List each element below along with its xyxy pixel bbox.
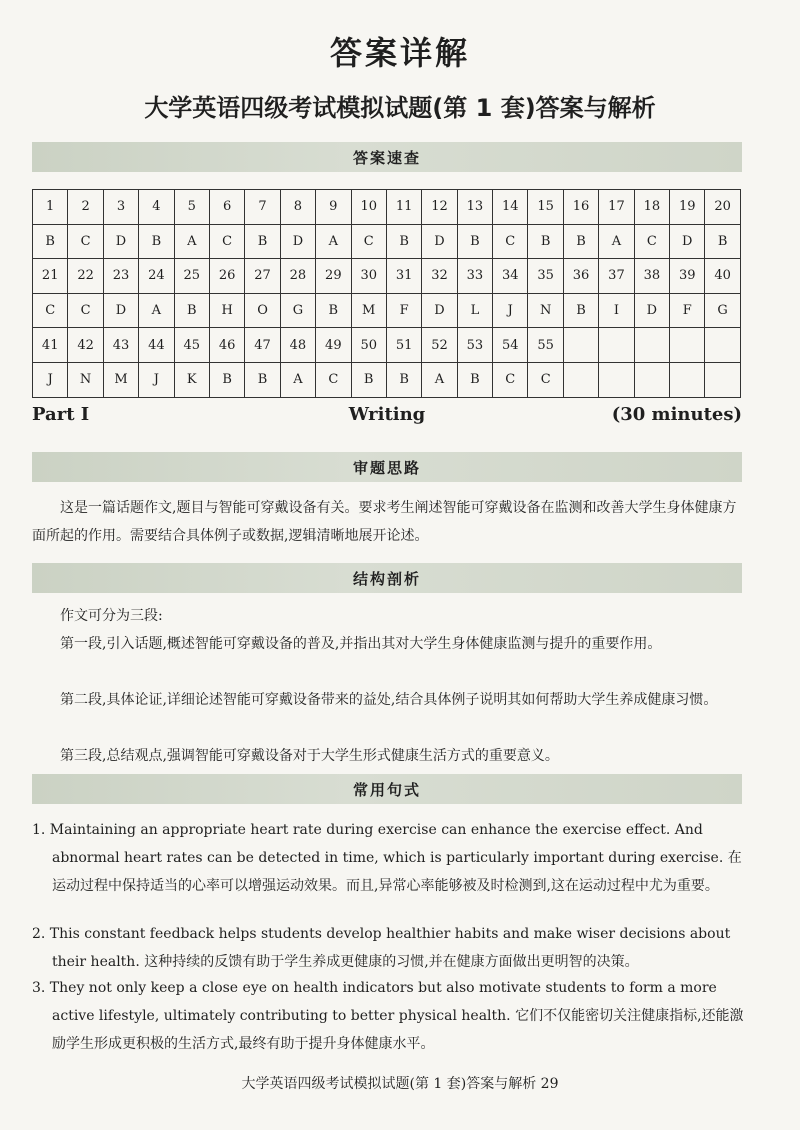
question-number-cell: 16: [563, 190, 598, 225]
page-title: 答案详解: [329, 34, 470, 72]
question-number-cell: 1: [33, 190, 68, 225]
answer-cell: C: [209, 224, 244, 259]
answer-cell: N: [68, 362, 103, 397]
question-number-cell: 17: [599, 190, 634, 225]
answer-key-table: [32, 189, 741, 398]
answer-cell: B: [316, 293, 351, 328]
question-number-cell: 39: [670, 259, 705, 294]
answer-cell: B: [33, 224, 68, 259]
answer-key-heading: 答案速查: [32, 142, 742, 172]
answer-cell: A: [422, 362, 457, 397]
sentences-heading: 常用句式: [32, 774, 742, 804]
answer-cell: J: [139, 362, 174, 397]
question-number-cell: 50: [351, 328, 386, 363]
structure-paragraph-3: 第三段,总结观点,强调智能可穿戴设备对于大学生形式健康生活方式的重要意义。: [60, 748, 559, 764]
question-number-cell: 27: [245, 259, 280, 294]
question-number-cell: 10: [351, 190, 386, 225]
answer-cell: A: [599, 224, 634, 259]
question-number-cell: 32: [422, 259, 457, 294]
answer-cell: [705, 362, 740, 397]
answer-cell: J: [33, 362, 68, 397]
question-number-cell: 48: [280, 328, 315, 363]
question-number-row: [33, 328, 741, 363]
question-number-cell: 11: [386, 190, 421, 225]
question-number-cell: 3: [103, 190, 138, 225]
question-number-cell: 15: [528, 190, 563, 225]
answer-cell: [599, 362, 634, 397]
answer-cell: C: [68, 293, 103, 328]
sentence-item-1: 1. Maintaining an appropriate heart rate during exercise can enhance the exercise effect. And abnormal heart rates can be detected in time, which is particularly important during exercise. 在运动过程中保持适当的心率可以增强运动效果。而且,异常心率能够被及时检测到,这在运动过程中尤为重要。: [32, 822, 742, 894]
answer-row: [33, 224, 741, 259]
structure-intro: 作文可分为三段:: [60, 608, 163, 624]
answer-cell: [563, 362, 598, 397]
question-number-row: [33, 190, 741, 225]
question-number-cell: 54: [493, 328, 528, 363]
question-number-cell: 45: [174, 328, 209, 363]
question-number-cell: 52: [422, 328, 457, 363]
answer-cell: B: [386, 224, 421, 259]
answer-cell: H: [209, 293, 244, 328]
question-number-cell: 13: [457, 190, 492, 225]
answer-cell: B: [245, 362, 280, 397]
answer-cell: B: [386, 362, 421, 397]
question-number-cell: 14: [493, 190, 528, 225]
question-number-cell: [563, 328, 598, 363]
answer-cell: A: [174, 224, 209, 259]
question-number-cell: 34: [493, 259, 528, 294]
answer-cell: C: [528, 362, 563, 397]
question-number-cell: 44: [139, 328, 174, 363]
question-number-cell: 51: [386, 328, 421, 363]
question-number-cell: 55: [528, 328, 563, 363]
question-number-cell: 36: [563, 259, 598, 294]
question-number-cell: 31: [386, 259, 421, 294]
question-number-cell: 12: [422, 190, 457, 225]
question-number-cell: 53: [457, 328, 492, 363]
question-number-cell: 35: [528, 259, 563, 294]
answer-cell: C: [493, 362, 528, 397]
page-footer: 大学英语四级考试模拟试题(第 1 套)答案与解析 29: [241, 1076, 559, 1092]
question-number-cell: 30: [351, 259, 386, 294]
answer-cell: M: [351, 293, 386, 328]
answer-cell: A: [280, 362, 315, 397]
page-subtitle: 大学英语四级考试模拟试题(第 1 套)答案与解析: [144, 94, 656, 122]
question-number-cell: 19: [670, 190, 705, 225]
question-number-cell: 29: [316, 259, 351, 294]
question-number-cell: [599, 328, 634, 363]
question-number-cell: 6: [209, 190, 244, 225]
answer-cell: M: [103, 362, 138, 397]
part-name: Writing: [348, 404, 426, 425]
question-number-cell: 25: [174, 259, 209, 294]
answer-cell: D: [280, 224, 315, 259]
answer-cell: N: [528, 293, 563, 328]
answer-cell: D: [422, 293, 457, 328]
part-header: [32, 404, 742, 432]
sentence-item-2: 2. This constant feedback helps students develop healthier habits and make wiser decisions about their health. 这种持续的反馈有助于学生养成更健康的习惯,并在健康方面做出更明智的决策。: [32, 926, 731, 970]
question-number-cell: 18: [634, 190, 669, 225]
answer-cell: F: [670, 293, 705, 328]
question-number-cell: 28: [280, 259, 315, 294]
answer-cell: B: [139, 224, 174, 259]
question-number-cell: 42: [68, 328, 103, 363]
answer-cell: [634, 362, 669, 397]
analysis-text: 这是一篇话题作文,题目与智能可穿戴设备有关。要求考生阐述智能可穿戴设备在监测和改善大学生身体健康方面所起的作用。需要结合具体例子或数据,逻辑清晰地展开论述。: [32, 500, 737, 544]
question-number-cell: 23: [103, 259, 138, 294]
structure-heading: 结构剖析: [32, 563, 742, 593]
answer-cell: B: [563, 293, 598, 328]
question-number-cell: [634, 328, 669, 363]
answer-cell: C: [68, 224, 103, 259]
part-time: (30 minutes): [611, 404, 742, 425]
answer-cell: B: [705, 224, 740, 259]
question-number-cell: 26: [209, 259, 244, 294]
answer-cell: D: [670, 224, 705, 259]
question-number-cell: 38: [634, 259, 669, 294]
structure-paragraph-1: 第一段,引入话题,概述智能可穿戴设备的普及,并指出其对大学生身体健康监测与提升的重要作用。: [60, 636, 662, 652]
answer-cell: C: [33, 293, 68, 328]
answer-cell: F: [386, 293, 421, 328]
analysis-heading: 审题思路: [32, 452, 742, 482]
question-number-cell: 49: [316, 328, 351, 363]
question-number-cell: 22: [68, 259, 103, 294]
answer-row: [33, 293, 741, 328]
question-number-cell: 43: [103, 328, 138, 363]
answer-row: [33, 362, 741, 397]
answer-cell: D: [103, 224, 138, 259]
answer-cell: G: [280, 293, 315, 328]
answer-cell: K: [174, 362, 209, 397]
question-number-cell: 41: [33, 328, 68, 363]
question-number-cell: 33: [457, 259, 492, 294]
sentence-item-3: 3. They not only keep a close eye on health indicators but also motivate students to form a more active lifestyle, ultimately contributing to better physical health. 它们不仅能密切关注健康指标,还能激励学生形成更积极的生活方式,最终有助于提升身体健康水平。: [32, 980, 744, 1052]
part-label: Part Ⅰ: [32, 404, 90, 425]
answer-cell: B: [174, 293, 209, 328]
question-number-cell: [670, 328, 705, 363]
question-number-cell: 21: [33, 259, 68, 294]
answer-cell: B: [457, 362, 492, 397]
answer-cell: B: [528, 224, 563, 259]
question-number-cell: 40: [705, 259, 740, 294]
question-number-cell: 4: [139, 190, 174, 225]
answer-cell: B: [563, 224, 598, 259]
question-number-cell: 37: [599, 259, 634, 294]
question-number-cell: 7: [245, 190, 280, 225]
answer-cell: B: [351, 362, 386, 397]
question-number-cell: 2: [68, 190, 103, 225]
answer-cell: C: [634, 224, 669, 259]
answer-cell: C: [351, 224, 386, 259]
answer-cell: G: [705, 293, 740, 328]
question-number-cell: 46: [209, 328, 244, 363]
answer-cell: B: [245, 224, 280, 259]
question-number-cell: 24: [139, 259, 174, 294]
question-number-cell: 9: [316, 190, 351, 225]
answer-cell: C: [316, 362, 351, 397]
answer-cell: [670, 362, 705, 397]
answer-cell: D: [634, 293, 669, 328]
answer-cell: D: [422, 224, 457, 259]
answer-cell: D: [103, 293, 138, 328]
answer-cell: C: [493, 224, 528, 259]
answer-cell: I: [599, 293, 634, 328]
question-number-cell: 8: [280, 190, 315, 225]
question-number-cell: 20: [705, 190, 740, 225]
question-number-cell: [705, 328, 740, 363]
question-number-cell: 5: [174, 190, 209, 225]
answer-cell: B: [457, 224, 492, 259]
answer-cell: J: [493, 293, 528, 328]
question-number-row: [33, 259, 741, 294]
answer-cell: B: [209, 362, 244, 397]
answer-cell: L: [457, 293, 492, 328]
structure-paragraph-2: 第二段,具体论证,详细论述智能可穿戴设备带来的益处,结合具体例子说明其如何帮助大学生养成健康习惯。: [60, 692, 718, 708]
answer-cell: A: [316, 224, 351, 259]
answer-cell: O: [245, 293, 280, 328]
question-number-cell: 47: [245, 328, 280, 363]
answer-cell: A: [139, 293, 174, 328]
